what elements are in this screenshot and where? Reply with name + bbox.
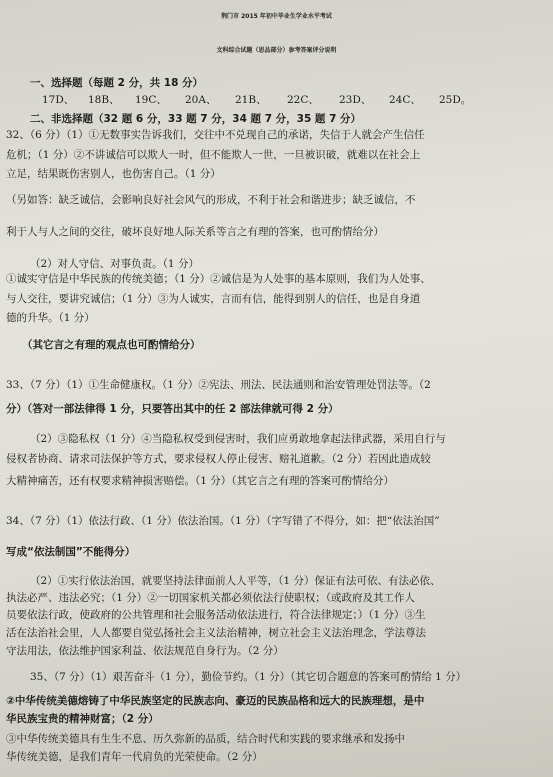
- choice-answer: 25D。: [439, 94, 472, 106]
- choice-answer: 19C、: [135, 94, 167, 106]
- answer-line: 35、（7 分）（1）艰苦奋斗（1 分），勤俭节约。（1 分）（其它切合题意的答案可酌情给 1 分）: [30, 671, 467, 683]
- choice-answers: [42, 93, 483, 107]
- document-subtitle: 文科综合试题（思品部分）参考答案评分说明: [216, 47, 337, 54]
- answer-line: 大精神痛苦，还有权要求精神损害赔偿。（1 分）（其它言之有理的答案可酌情给分）: [6, 475, 395, 487]
- answer-line: 利于人与人之间的交往，破坏良好地人际关系等言之有理的答案，也可酌情给分）: [6, 226, 384, 238]
- choice-answer: 18B、: [88, 94, 120, 106]
- choice-answer: 17D、: [42, 94, 75, 106]
- answer-line: （2）①实行依法治国，就要坚持法律面前人人平等，（1 分）保证有法可依、有法必依、: [30, 575, 441, 587]
- answer-note: 写成“依法制国”不能得分）: [6, 546, 136, 558]
- answer-note: 分）（答对一部法律得 1 分，只要答出其中的任 2 部法律就可得 2 分）: [6, 403, 339, 415]
- choice-answer: 20A、: [185, 94, 217, 106]
- answer-line: 34、（7 分）（1）依法行政、（1 分）依法治国。（1 分）（字写错了不得分，如：把“依法治国”: [6, 515, 440, 527]
- answer-line: （2）对人守信、对事负责。（1 分）: [30, 258, 199, 270]
- answer-line: 侵权者协商、请求司法保护等方式，要求侵权人停止侵害、赔礼道歉。（2 分）若因此造成较: [6, 453, 431, 465]
- answer-line: （另如答：缺乏诚信，会影响良好社会风气的形成，不利于社会和谐进步；缺乏诚信，不: [6, 194, 416, 206]
- answer-line: （2）③隐私权（1 分）④当隐私权受到侵害时，我们应勇敢地拿起法律武器，采用自行与: [30, 433, 446, 445]
- answer-line: ③中华传统美德具有生生不息、历久弥新的品质，结合时代和实践的要求继承和发扬中: [6, 733, 405, 745]
- answer-line: 德的升华。（1 分）: [6, 312, 95, 324]
- document-title: 荆门市 2015 年初中毕业生学业水平考试: [221, 13, 332, 20]
- answer-line: 与人交往，要讲究诚信；（1 分）③为人诚实，言而有信，能得到别人的信任，也是自身道: [6, 293, 421, 305]
- answer-line: 员要依法行政，使政府的公共管理和社会服务活动依法进行，符合法律规定；）（1 分）③生: [6, 609, 426, 621]
- answer-line: 32、（6 分）（1）①无数事实告诉我们，交往中不兑现自己的承诺，失信于人就会产生信任: [6, 129, 425, 141]
- answer-note: （其它言之有理的观点也可酌情给分）: [22, 339, 201, 351]
- answer-line: ①诚实守信是中华民族的传统美德；（1 分）②诚信是为人处事的基本原则，我们为人处事、: [6, 273, 431, 285]
- section-2-heading: 二、非选择题（32 题 6 分，33 题 7 分，34 题 7 分，35 题 7 分）: [30, 113, 362, 125]
- answer-line: 活在法治社会里，人人都要自觉弘扬社会主义法治精神，树立社会主义法治理念，学法尊法: [6, 627, 426, 639]
- answer-line: 守法用法，依法维护国家利益、依法规范自身行为。（2 分）: [6, 645, 284, 657]
- answer-line: 危机；（1 分）②不讲诚信可以欺人一时，但不能欺人一世，一旦被识破，就难以在社会上: [6, 149, 421, 161]
- choice-answer: 22C、: [287, 94, 319, 106]
- choice-answer: 23D、: [339, 94, 372, 106]
- answer-line: ②中华传统美德熔铸了中华民族坚定的民族志向、豪迈的民族品格和远大的民族理想，是中: [6, 695, 425, 707]
- answer-line: 立足，结果既伤害别人，也伤害自己。（1 分）: [6, 168, 221, 180]
- answer-line: 华传统美德，是我们青年一代肩负的光荣使命。（2 分）: [6, 751, 263, 763]
- answer-line: 华民族宝贵的精神财富；（2 分）: [6, 713, 159, 725]
- answer-line: 33、（7 分）（1）①生命健康权。（1 分）②宪法、刑法、民法通则和治安管理处罚法等。（2: [6, 379, 431, 391]
- choice-answer: 21B、: [235, 94, 267, 106]
- choice-answer: 24C、: [389, 94, 421, 106]
- section-1-heading: 一、选择题（每题 2 分，共 18 分）: [30, 77, 204, 89]
- answer-line: 执法必严、违法必究；（1 分）②一切国家机关都必须依法行使职权；（或政府及其工作人: [6, 592, 416, 604]
